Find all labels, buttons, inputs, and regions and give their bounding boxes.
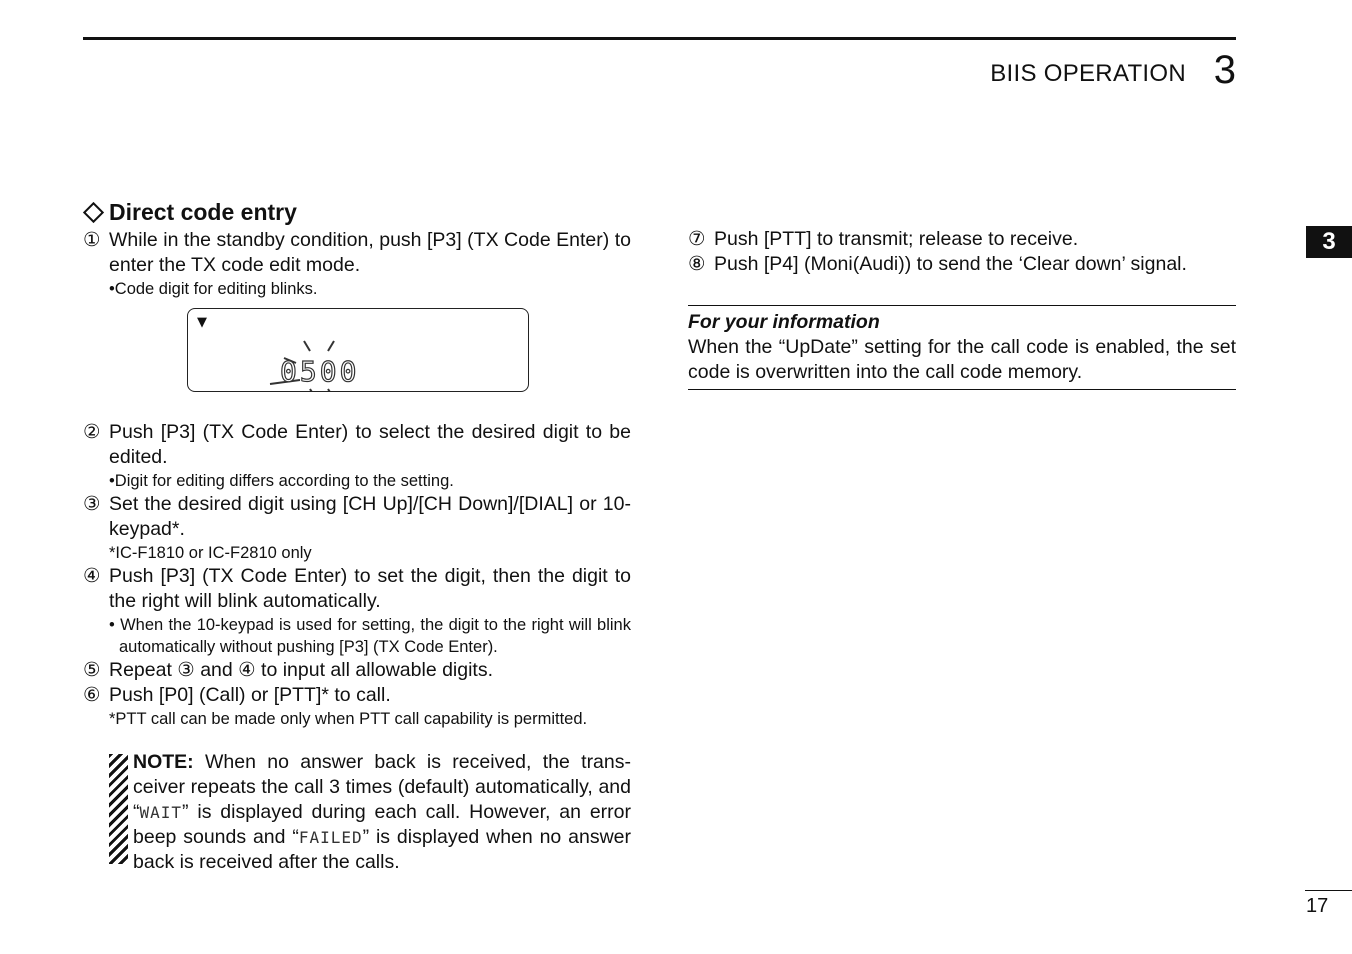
step-1 [83, 228, 631, 278]
note-label: NOTE: [133, 751, 194, 773]
lcd-digits: 0500 [280, 355, 360, 388]
step-8 [688, 252, 1236, 277]
step-number: ② [83, 421, 101, 443]
step-number: ⑧ [688, 253, 706, 275]
step-note: •Digit for editing differs according to the setting. [109, 472, 454, 490]
section-title [83, 198, 631, 226]
right-column [688, 227, 1236, 390]
note-text-2: ” is displayed during each call. However, an error beep sounds and “ [133, 801, 631, 848]
page-number-rule [1305, 890, 1352, 891]
lcd-display [187, 308, 529, 392]
step-6 [83, 683, 631, 708]
page-number: 17 [1306, 895, 1329, 917]
step-text: Push [P0] (Call) or [PTT]* to call. [109, 684, 391, 706]
info-box [688, 305, 1236, 390]
step-text: Push [P3] (TX Code Enter) to select the desired digit to be edited. [109, 421, 631, 468]
step-note: *PTT call can be made only when PTT call capability is permitted. [109, 710, 588, 728]
info-title: For your information [688, 311, 880, 333]
step-note: *IC-F1810 or IC-F2810 only [109, 544, 312, 562]
note-box [109, 750, 631, 875]
step-7 [688, 227, 1236, 252]
step-2 [83, 420, 631, 470]
step-5 [83, 658, 631, 683]
step-number: ① [83, 229, 101, 251]
header-rule [83, 37, 1236, 40]
lcd-illustration [83, 300, 631, 420]
step-number: ⑦ [688, 228, 706, 250]
note-text-1: When no answer back is received, the trans-ceiver repeats the call 3 times (default) automatically, and “ [133, 751, 631, 823]
step-4 [83, 564, 631, 614]
step-number: ③ [83, 493, 101, 515]
chapter-number: 3 [1213, 48, 1236, 92]
note-hatch-icon [109, 754, 128, 864]
section-title-text: Direct code entry [109, 198, 297, 225]
lcd-indicator: ▼ [197, 315, 207, 330]
lcd-text-failed: FAILED [298, 828, 363, 847]
step-number: ④ [83, 565, 101, 587]
step-text: While in the standby condition, push [P3] (TX Code Enter) to enter the TX code edit mode. [109, 229, 631, 276]
step-text: Set the desired digit using [CH Up]/[CH Down]/[DIAL] or 10-keypad*. [109, 493, 631, 540]
diamond-icon [83, 201, 104, 222]
step-note: •Code digit for editing blinks. [109, 280, 318, 298]
step-number: ⑥ [83, 684, 101, 706]
header-title: BIIS OPERATION [990, 60, 1186, 87]
note-text-3: ” is displayed when no answer back is received after the calls. [133, 826, 631, 873]
step-text: Push [PTT] to transmit; release to receive. [714, 228, 1079, 250]
step-note: • When the 10-keypad is used for setting, the digit to the right will blink automatically without pushing [P3] (TX Code Enter). [109, 616, 631, 656]
lcd-text-wait: WAIT [139, 803, 183, 822]
step-text: Push [P4] (Moni(Audi)) to send the ‘Clear down’ signal. [714, 253, 1187, 275]
step-text: Repeat ③ and ④ to input all allowable digits. [109, 659, 494, 681]
left-column [83, 198, 631, 875]
step-3 [83, 492, 631, 542]
chapter-tab: 3 [1306, 226, 1352, 258]
step-number: ⑤ [83, 659, 101, 681]
lcd-screen-graphic [188, 309, 528, 391]
info-body: When the “UpDate” setting for the call code is enabled, the set code is overwritten into the call code memory. [688, 336, 1236, 383]
step-text: Push [P3] (TX Code Enter) to set the digit, then the digit to the right will blink automatically. [109, 565, 631, 612]
